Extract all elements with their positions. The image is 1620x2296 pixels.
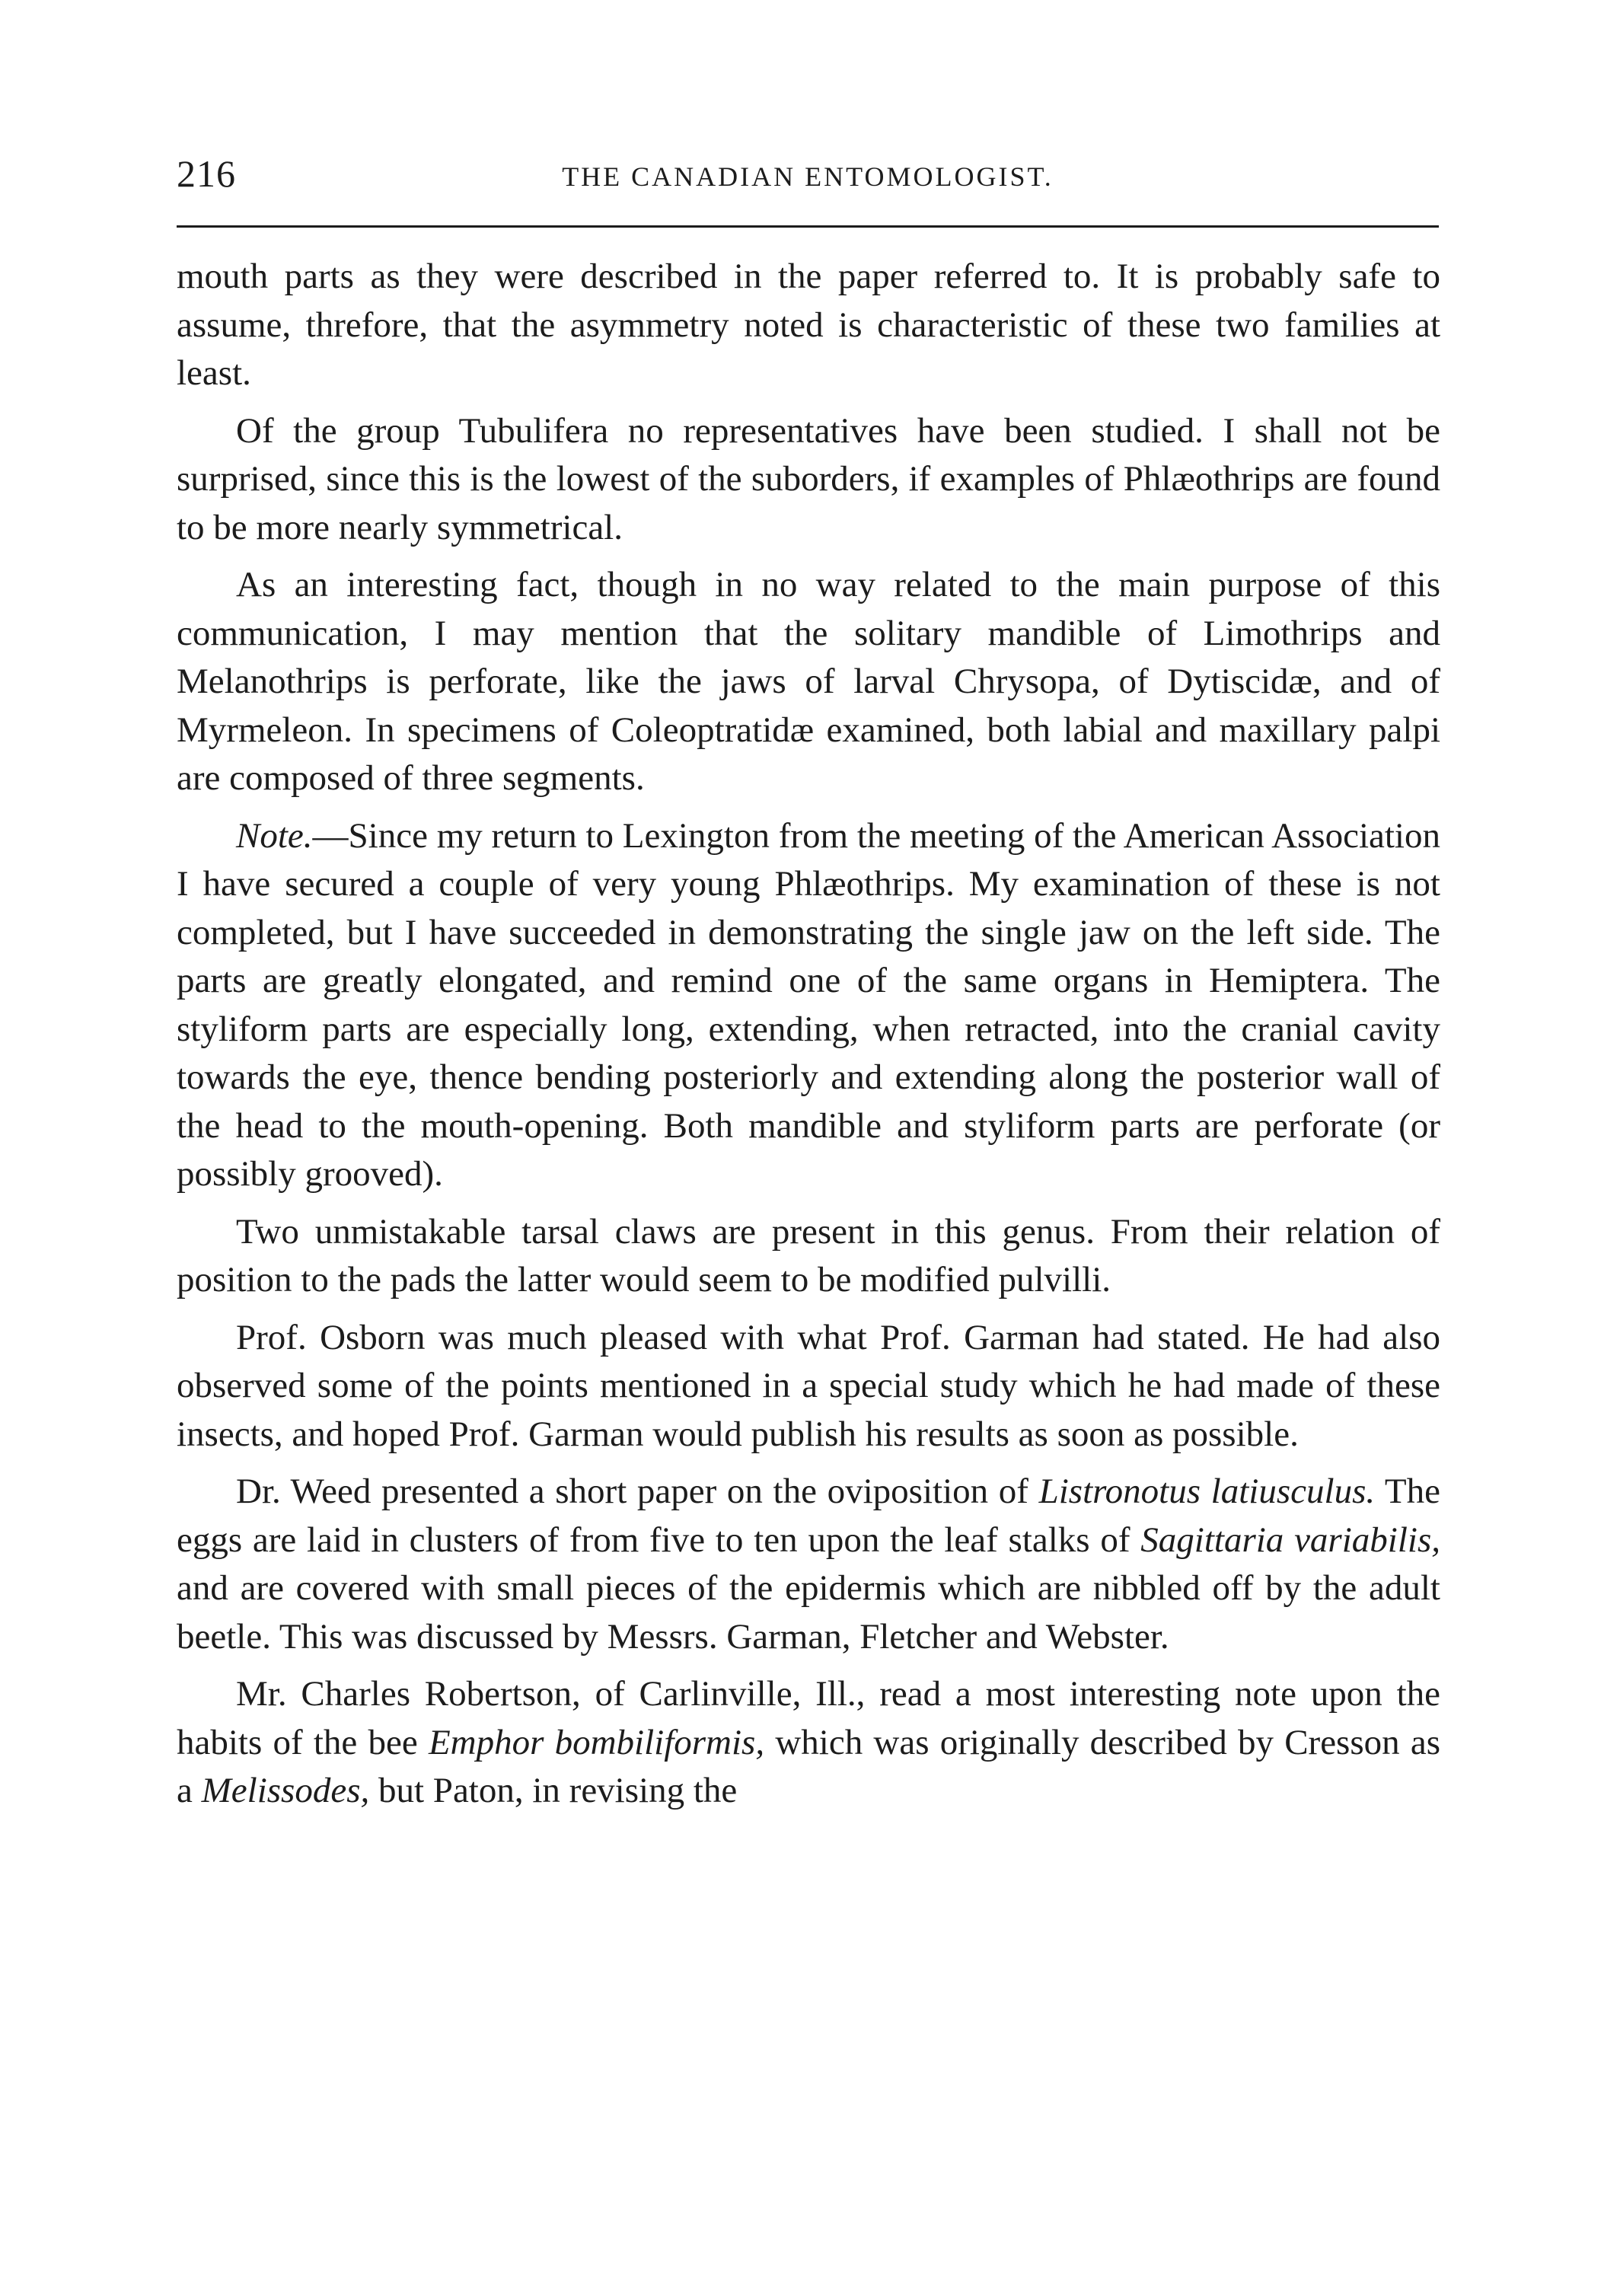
paragraph-text-mid: The eggs are laid in clusters of from five to ten upon the leaf stalks of <box>177 1472 1440 1560</box>
paragraph-text: Two unmistakable tarsal claws are present in this genus. From their relation of position to the pads the latter would seem to be modified pulvilli. <box>177 1211 1440 1299</box>
paragraph-text-pre: Mr. Charles Robertson, of Carlinville, Ill., read a most interesting note upon the habits of the bee <box>177 1674 1440 1762</box>
header-rule <box>177 225 1439 228</box>
species-name: Sagittaria variabilis, <box>1140 1520 1440 1560</box>
species-name: Emphor bombiliformis, <box>428 1722 765 1762</box>
body-text <box>177 253 1440 1825</box>
paragraph-osborn <box>177 1314 1440 1459</box>
paragraph-weed <box>177 1468 1440 1661</box>
page-number: 216 <box>177 152 236 195</box>
paragraph-text: mouth parts as they were described in the paper referred to. It is probably safe to assume, threfore, that the asymmetry noted is characteristic of these two families at least. <box>177 257 1440 393</box>
paragraph-text: —Since my return to Lexington from the meeting of the American Association I have secured a couple of very young Phlæothrips. My examination of these is not completed, but I have succeeded in demonstrating the single jaw on the left side. The parts are greatly elongated, and remind one of the same organs in Hemiptera. The styliform parts are especially long, extending, when retracted, into the cranial cavity towards the eye, thence bending posteriorly and extending along the posterior wall of the head to the mouth-opening. Both mandible and styliform parts are perforate (or possibly grooved). <box>177 815 1440 1194</box>
paragraph-robertson <box>177 1670 1440 1816</box>
genus-name: Melissodes, <box>201 1771 370 1810</box>
paragraph-text: Prof. Osborn was much pleased with what Prof. Garman had stated. He had also observed some of the points mentioned in a special study which he had made of these insects, and hoped Prof. Garman would publish his results as soon as possible. <box>177 1317 1440 1454</box>
paragraph-text: Of the group Tubulifera no representatives have been studied. I shall not be surprised, since this is the lowest of the suborders, if examples of Phlæothrips are found to be more nearly symmetrical. <box>177 410 1440 547</box>
paragraph-text-post: and are covered with small pieces of the epidermis which are nibbled off by the adult beetle. This was discussed by Messrs. Garman, Fletcher and Webster. <box>177 1568 1440 1657</box>
paragraph-text-mid: which was originally described by Cresson as a <box>177 1722 1441 1810</box>
note-label: Note. <box>236 815 313 856</box>
paragraph-text: As an interesting fact, though in no way related to the main purpose of this communication, I may mention that the solitary mandible of Limothrips and Melanothrips is perforate, like the jaws of larval Chrysopa, of Dytiscidæ, and of Myrmeleon. In specimens of Coleoptratidæ examined, both labial and maxillary palpi are composed of three segments. <box>177 565 1440 798</box>
paragraph-continuation <box>177 253 1440 398</box>
paragraph-note <box>177 812 1440 1199</box>
paragraph-mandible <box>177 561 1440 803</box>
paragraph-text-pre: Dr. Weed presented a short paper on the oviposition of <box>236 1472 1039 1511</box>
page-header <box>177 151 1439 204</box>
paragraph-tubulifera <box>177 407 1440 553</box>
paragraph-tarsal-claws <box>177 1208 1440 1305</box>
species-name: Listronotus latiusculus. <box>1038 1472 1376 1511</box>
paragraph-text-post: but Paton, in revising the <box>369 1771 738 1810</box>
running-head: THE CANADIAN ENTOMOLOGIST. <box>562 161 1054 192</box>
